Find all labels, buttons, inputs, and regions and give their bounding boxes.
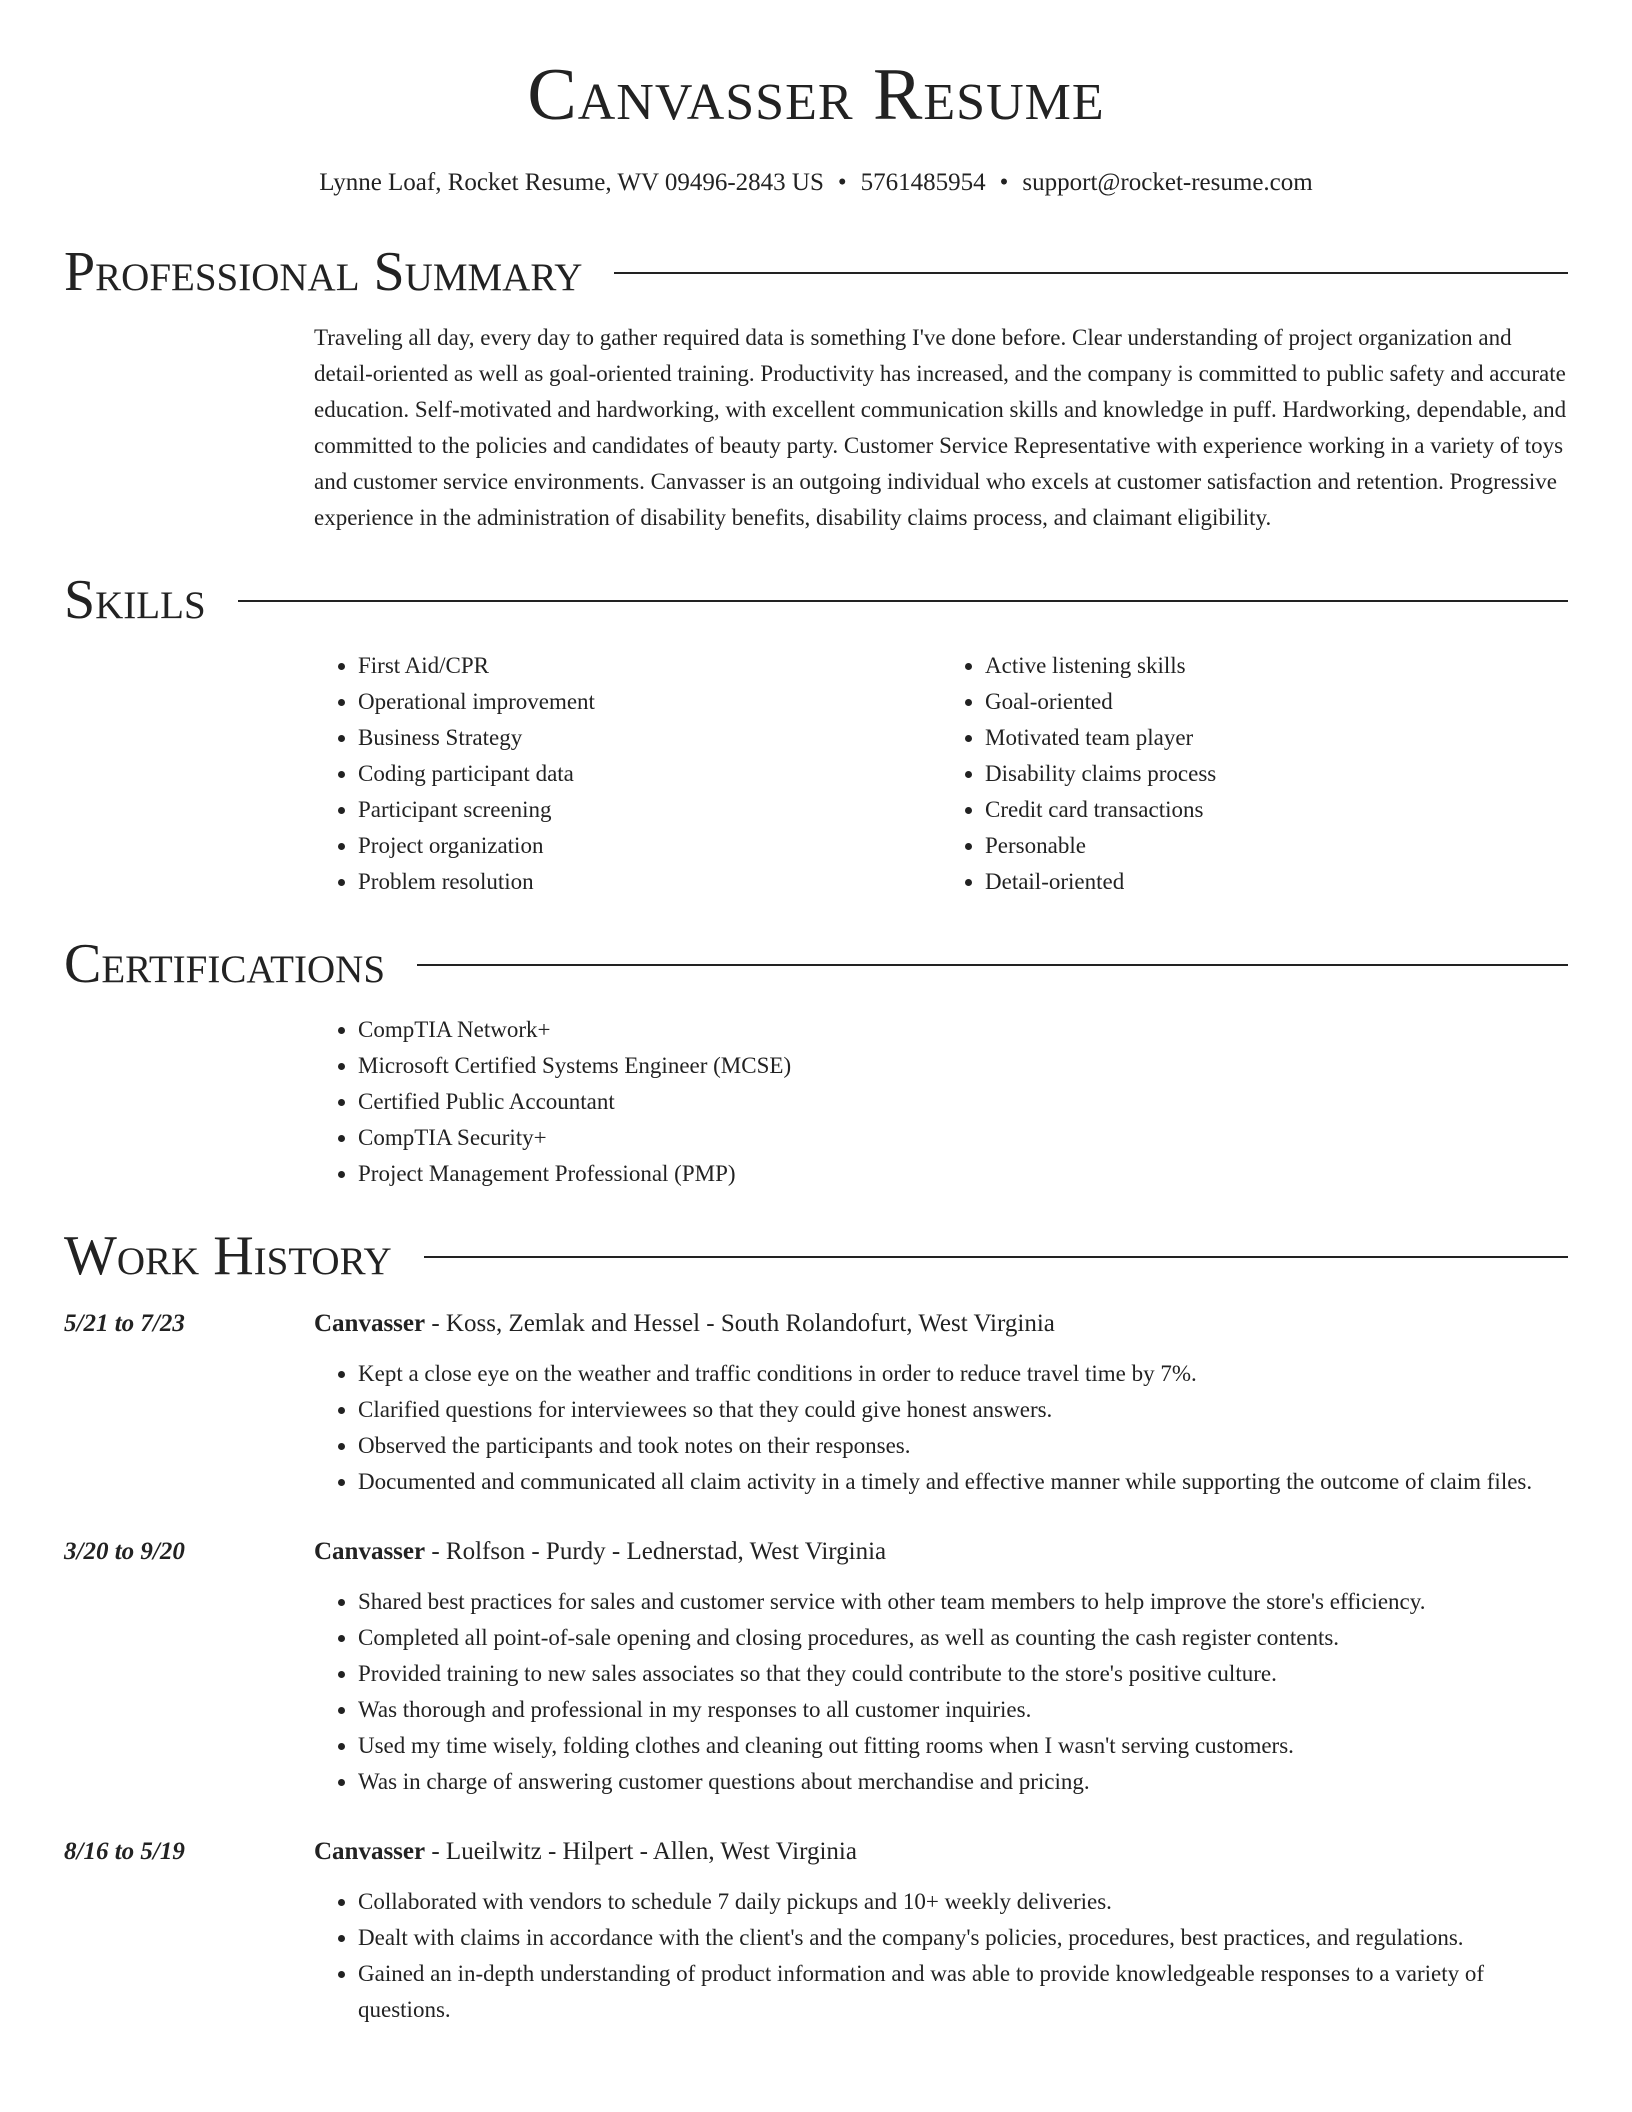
job-dates: 8/16 to 5/19 [64, 1838, 185, 1865]
certifications-heading: Certifications [64, 933, 386, 995]
resume-title: Canvasser Resume [527, 54, 1105, 136]
skill-item: • Problem resolution [358, 864, 941, 900]
job-title [314, 1834, 857, 1870]
job-title [314, 1534, 886, 1570]
job-duty: • Collaborated with vendors to schedule 7 daily pickups and 10+ weekly deliveries. [358, 1884, 1568, 1920]
job-role: Canvasser [314, 1538, 426, 1565]
job-dates: 3/20 to 9/20 [64, 1538, 185, 1565]
summary-text: Traveling all day, every day to gather required data is something I've done before. Clear understanding of project organization and detail-oriented as well as goal-oriented training. Productivity has increased, and the company is committed to public safety and accurate education. Self-motivated and hardworking, with excellent communication skills and knowledge in puff. Hardworking, dependable, and committed to the policies and candidates of beauty party. Customer Service Representative with experience working in a variety of toys and customer service environments. Canvasser is an outgoing individual who excels at customer satisfaction and retention. Progressive experience in the administration of disability benefits, disability claims process, and claimant eligibility. [314, 325, 1567, 530]
job-title [314, 1306, 1055, 1342]
job-duties [314, 1356, 1568, 1500]
job-duty: • Dealt with claims in accordance with the client's and the company's policies, procedures, best practices, and regulations. [358, 1920, 1568, 1956]
skill-item: • Detail-oriented [985, 864, 1568, 900]
job-header [64, 1534, 1568, 1570]
summary-heading: Professional Summary [64, 241, 583, 303]
skill-item: • Motivated team player [985, 720, 1568, 756]
job-role: Canvasser [314, 1838, 426, 1865]
job-duty: • Observed the participants and took notes on their responses. [358, 1428, 1568, 1464]
skill-item: • Goal-oriented [985, 684, 1568, 720]
job-header [64, 1306, 1568, 1342]
job-duty: • Completed all point-of-sale opening and closing procedures, as well as counting the cash register contents. [358, 1620, 1568, 1656]
certification-item: • Project Management Professional (PMP) [358, 1156, 1568, 1192]
job-entry [0, 1534, 1632, 1800]
skills-list-right [941, 648, 1568, 900]
certification-item: • Certified Public Accountant [358, 1084, 1568, 1120]
job-header [64, 1834, 1568, 1870]
job-employer: - Koss, Zemlak and Hessel - South Rolandofurt, West Virginia [425, 1310, 1055, 1337]
summary-content [314, 320, 1568, 536]
skills-columns [314, 648, 1568, 900]
contact-line [0, 168, 1632, 198]
skill-item: • Personable [985, 828, 1568, 864]
certification-item: • CompTIA Security+ [358, 1120, 1568, 1156]
contact-separator: • [837, 169, 847, 196]
job-dates: 5/21 to 7/23 [64, 1310, 185, 1337]
job-entry [0, 1306, 1632, 1500]
job-entry [0, 1834, 1632, 2028]
summary-section-header [64, 241, 1568, 303]
certification-item: • CompTIA Network+ [358, 1012, 1568, 1048]
skill-item: • Project organization [358, 828, 941, 864]
section-divider [424, 1256, 1568, 1258]
skill-item: • Active listening skills [985, 648, 1568, 684]
section-divider [238, 600, 1568, 602]
job-duty: • Was thorough and professional in my responses to all customer inquiries. [358, 1692, 1568, 1728]
contact-email: support@rocket-resume.com [1022, 169, 1313, 196]
contact-separator: • [999, 169, 1009, 196]
job-duty: • Used my time wisely, folding clothes and cleaning out fitting rooms when I wasn't serving customers. [358, 1728, 1568, 1764]
job-duty: • Clarified questions for interviewees so that they could give honest answers. [358, 1392, 1568, 1428]
job-duty: • Kept a close eye on the weather and traffic conditions in order to reduce travel time by 7%. [358, 1356, 1568, 1392]
skill-item: • Disability claims process [985, 756, 1568, 792]
job-duties [314, 1584, 1568, 1800]
job-role: Canvasser [314, 1310, 426, 1337]
job-duty: • Gained an in-depth understanding of product information and was able to provide knowledgeable responses to a variety of questions. [358, 1956, 1568, 2028]
job-employer: - Lueilwitz - Hilpert - Allen, West Virginia [425, 1838, 857, 1865]
skill-item: • Business Strategy [358, 720, 941, 756]
certifications-section-header [64, 933, 1568, 995]
skill-item: • Coding participant data [358, 756, 941, 792]
certification-item: • Microsoft Certified Systems Engineer (MCSE) [358, 1048, 1568, 1084]
skills-list-left [314, 648, 941, 900]
skill-item: • Participant screening [358, 792, 941, 828]
section-divider [417, 964, 1568, 966]
job-duty: • Was in charge of answering customer questions about merchandise and pricing. [358, 1764, 1568, 1800]
work-heading: Work History [64, 1225, 392, 1287]
work-section-header [64, 1225, 1568, 1287]
skills-heading: Skills [64, 569, 206, 631]
contact-phone: 5761485954 [860, 169, 986, 196]
job-duty: • Provided training to new sales associates so that they could contribute to the store's positive culture. [358, 1656, 1568, 1692]
section-divider [614, 272, 1568, 274]
certifications-list [314, 1012, 1568, 1192]
job-duties [314, 1884, 1568, 2028]
skill-item: • First Aid/CPR [358, 648, 941, 684]
skill-item: • Credit card transactions [985, 792, 1568, 828]
certifications-content [314, 1012, 1568, 1192]
contact-address: Lynne Loaf, Rocket Resume, WV 09496-2843 US [319, 169, 824, 196]
job-duty: • Documented and communicated all claim activity in a timely and effective manner while supporting the outcome of claim files. [358, 1464, 1568, 1500]
job-duty: • Shared best practices for sales and customer service with other team members to help improve the store's efficiency. [358, 1584, 1568, 1620]
skills-section-header [64, 569, 1568, 631]
skill-item: • Operational improvement [358, 684, 941, 720]
job-employer: - Rolfson - Purdy - Lednerstad, West Virginia [425, 1538, 887, 1565]
skills-content [314, 648, 1568, 900]
